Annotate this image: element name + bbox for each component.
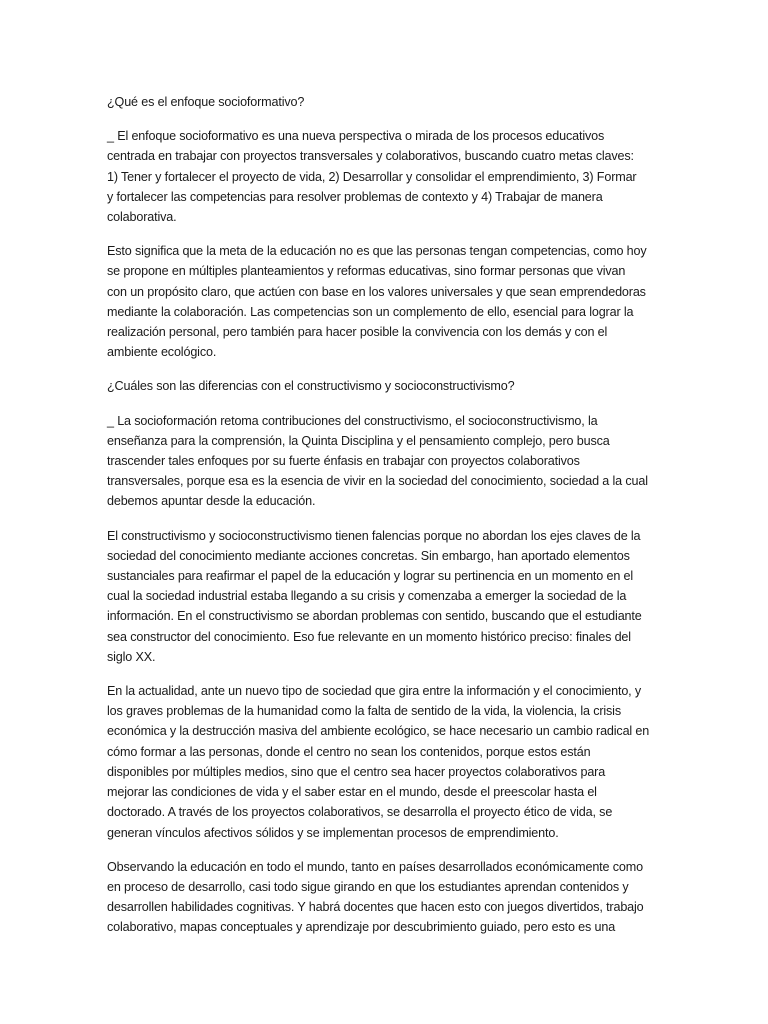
text-line: mejorar las condiciones de vida y el saber estar en el mundo, desde el preescolar hasta el — [107, 785, 597, 800]
text-line: En la actualidad, ante un nuevo tipo de sociedad que gira entre la información y el conocimiento, y — [107, 684, 642, 699]
text-line: colaborativa. — [107, 210, 177, 225]
text-line: sea constructor del conocimiento. Eso fue relevante en un momento histórico preciso: finales del — [107, 629, 631, 644]
paragraph — [107, 857, 667, 938]
text-line: _ La socioformación retoma contribuciones del constructivismo, el socioconstructivismo, la — [107, 413, 598, 428]
text-line: generan vínculos afectivos sólidos y se implementan procesos de emprendimiento. — [107, 825, 559, 840]
text-line: sustanciales para reafirmar el papel de la educación y lograr su pertinencia en un momento en el — [107, 569, 634, 584]
text-line: debemos apuntar desde la educación. — [107, 494, 316, 509]
question-heading — [107, 376, 667, 396]
text-line: enseñanza para la comprensión, la Quinta Disciplina y el pensamiento complejo, pero busca — [107, 433, 610, 448]
paragraph — [107, 241, 667, 362]
text-line: ¿Cuáles son las diferencias con el constructivismo y socioconstructivismo? — [107, 379, 515, 394]
paragraph — [107, 126, 667, 227]
paragraph — [107, 411, 667, 512]
text-line: siglo XX. — [107, 649, 156, 664]
text-line: _ El enfoque socioformativo es una nueva perspectiva o mirada de los procesos educativos — [107, 129, 605, 144]
text-line: ambiente ecológico. — [107, 345, 217, 360]
text-line: se propone en múltiples planteamientos y reformas educativas, sino formar personas que vivan — [107, 264, 626, 279]
text-line: en proceso de desarrollo, casi todo sigue girando en que los estudiantes aprendan contenidos y — [107, 879, 629, 894]
text-line: realización personal, pero también para hacer posible la convivencia con los demás y con el — [107, 325, 608, 340]
text-line: con un propósito claro, que actúen con base en los valores universales y que sean emprendedoras — [107, 284, 646, 299]
text-line: disponibles por múltiples medios, sino que el centro sea hacer proyectos colaborativos para — [107, 764, 606, 779]
text-line: sociedad del conocimiento mediante acciones concretas. Sin embargo, han aportado elementos — [107, 548, 630, 563]
text-line: económica y la destrucción masiva del ambiente ecológico, se hace necesario un cambio radical en — [107, 724, 650, 739]
text-line: los graves problemas de la humanidad como la falta de sentido de la vida, la violencia, la crisis — [107, 704, 621, 719]
text-line: mediante la colaboración. Las competencias son un complemento de ello, esencial para lograr la — [107, 304, 634, 319]
text-line: doctorado. A través de los proyectos colaborativos, se desarrolla el proyecto ético de vida, se — [107, 805, 613, 820]
paragraph — [107, 681, 667, 843]
text-line: trascender tales enfoques por su fuerte énfasis en trabajar con proyectos colaborativos — [107, 454, 580, 469]
text-line: 1) Tener y fortalecer el proyecto de vida, 2) Desarrollar y consolidar el emprendimiento, 3) Formar — [107, 169, 637, 184]
document-body — [107, 92, 667, 952]
text-line: cómo formar a las personas, donde el centro no sean los contenidos, porque estos están — [107, 744, 591, 759]
text-line: información. En el constructivismo se abordan problemas con sentido, buscando que el estudiante — [107, 609, 642, 624]
text-line: Esto significa que la meta de la educación no es que las personas tengan competencias, como hoy — [107, 244, 647, 259]
text-line: y fortalecer las competencias para resolver problemas de contexto y 4) Trabajar de manera — [107, 189, 603, 204]
question-heading — [107, 92, 667, 112]
text-line: centrada en trabajar con proyectos transversales y colaborativos, buscando cuatro metas claves: — [107, 149, 634, 164]
text-line: colaborativo, mapas conceptuales y aprendizaje por descubrimiento guiado, pero esto es una — [107, 920, 616, 935]
text-line: cual la sociedad industrial estaba llegando a su crisis y comenzaba a emerger la sociedad de la — [107, 589, 627, 604]
text-line: desarrollen habilidades cognitivas. Y habrá docentes que hacen esto con juegos divertidos, trabajo — [107, 900, 644, 915]
text-line: Observando la educación en todo el mundo, tanto en países desarrollados económicamente como — [107, 859, 643, 874]
paragraph — [107, 526, 667, 667]
text-line: ¿Qué es el enfoque socioformativo? — [107, 95, 305, 109]
text-line: El constructivismo y socioconstructivismo tienen falencias porque no abordan los ejes claves de la — [107, 528, 641, 543]
text-line: transversales, porque esa es la esencia de vivir en la sociedad del conocimiento, sociedad a la cual — [107, 474, 648, 489]
